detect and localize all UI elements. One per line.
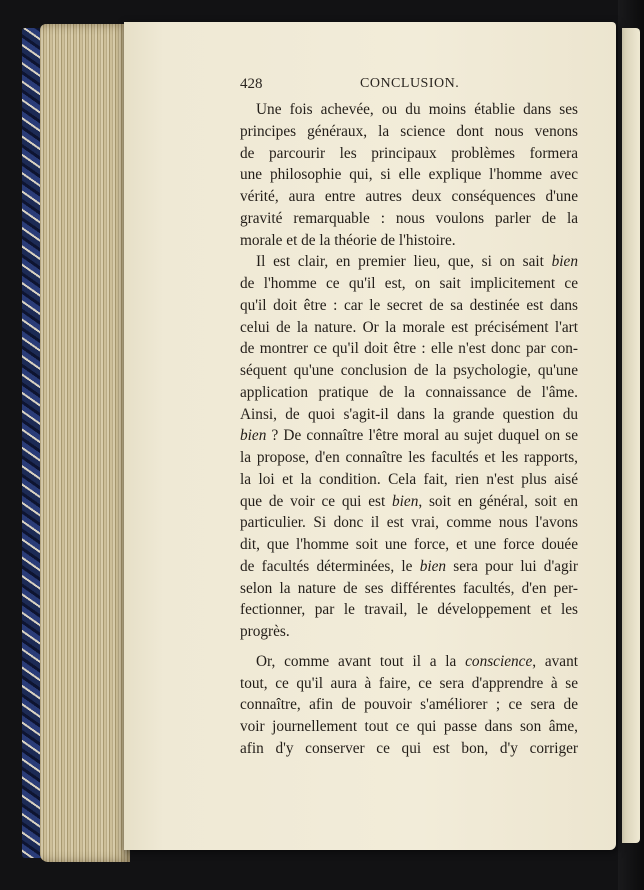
text-line: progrès. <box>240 623 290 640</box>
running-title: CONCLUSION. <box>360 76 460 91</box>
text-line: afin d'y conserver ce qui est bon, d'y corriger <box>240 739 578 757</box>
text-line: bien ? De connaître l'être moral au sujet duquel on se <box>240 427 578 445</box>
body-text <box>240 99 578 760</box>
text-line: la loi et la condition. Cela fait, rien n'est plus aisé <box>240 470 578 488</box>
page-number: 428 <box>240 76 263 92</box>
text-line: gravité remarquable : nous voulons parler de la <box>240 209 578 227</box>
text-line: application pratique de la connaissance de l'âme. <box>240 383 578 401</box>
text-line: une philosophie qui, si elle explique l'homme avec <box>240 166 578 184</box>
text-line: la propose, d'en connaître les facultés et les rapports, <box>240 449 578 466</box>
text-line: selon la nature de ses différentes facultés, d'en per- <box>240 579 578 597</box>
facing-page-sliver <box>622 28 640 843</box>
text-line: particulier. Si donc il est vrai, comme nous l'avons <box>240 514 578 532</box>
text-line: celui de la nature. Or la morale est précisément l'art <box>240 318 578 336</box>
text-line: dit, que l'homme soit une force, et une force douée <box>240 536 578 553</box>
text-line: que de voir ce qui est bien, soit en général, soit en <box>240 492 578 510</box>
running-head <box>240 76 588 98</box>
text-line: Il est clair, en premier lieu, que, si on sait bien <box>256 253 578 271</box>
text-line: de montrer ce qu'il doit être : elle n'est donc par con- <box>240 340 578 358</box>
text-line: connaître, afin de pouvoir s'améliorer ; ce sera de <box>240 696 578 714</box>
text-line: Une fois achevée, ou du moins établie dans ses <box>256 101 578 118</box>
text-line: Ainsi, de quoi s'agit-il dans la grande question du <box>240 405 578 423</box>
text-line: de facultés déterminées, le bien sera pour lui d'agir <box>240 557 578 575</box>
text-line: qu'il doit être : car le secret de sa destinée est dans <box>240 296 578 314</box>
text-line: voir journellement tout ce qui passe dans son âme, <box>240 718 578 735</box>
text-line: morale et de la théorie de l'histoire. <box>240 231 456 249</box>
book-page-edges <box>40 24 130 862</box>
text-line: vérité, aura entre autres deux conséquences d'une <box>240 188 578 205</box>
text-line: de parcourir les principaux problèmes formera <box>240 144 578 162</box>
text-line: fectionner, par le travail, le développement et les <box>240 601 578 619</box>
text-line: principes généraux, la science dont nous venons <box>240 122 578 140</box>
text-line: séquent qu'une conclusion de la psychologie, qu'une <box>240 362 578 379</box>
text-line: tout, ce qu'il aura à faire, ce sera d'apprendre à se <box>240 674 578 692</box>
text-line: Or, comme avant tout il a la conscience, avant <box>256 652 578 670</box>
text-line: de l'homme ce qu'il est, on sait implicitement ce <box>240 275 578 292</box>
